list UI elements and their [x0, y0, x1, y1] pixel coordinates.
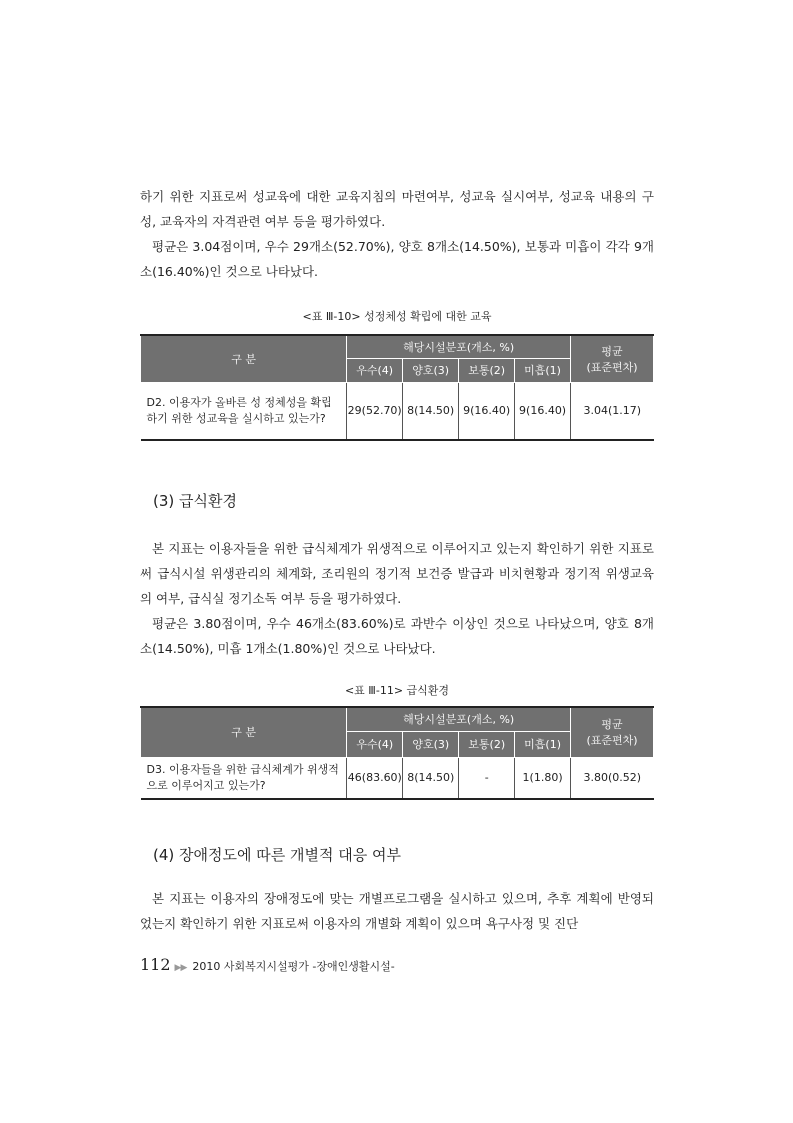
- table2: [140, 706, 654, 800]
- page-number: 112: [140, 955, 171, 974]
- table2-header-sd-label: (표준편차): [586, 734, 638, 748]
- section4-paragraph: [140, 886, 654, 936]
- table2-row-normal: -: [459, 757, 515, 799]
- table1-row-good: 8(14.50): [403, 382, 459, 440]
- table1-col-excellent: 우수(4): [347, 358, 403, 382]
- intro-paragraph: [140, 184, 654, 284]
- arrow-icon: ▶▶: [174, 963, 187, 973]
- table-row: [141, 382, 654, 440]
- table1-row-excellent: 29(52.70): [347, 382, 403, 440]
- table2-col-poor: 미흡(1): [515, 731, 571, 757]
- table2-caption: <표 Ⅲ-11> 급식환경: [344, 684, 450, 697]
- table1-col-normal: 보통(2): [459, 358, 515, 382]
- table2-row-excellent: 46(83.60): [347, 757, 403, 799]
- table2-row-item: D3. 이용자들을 위한 급식체계가 위생적으로 이루어지고 있는가?: [141, 757, 347, 799]
- table1-header-sd-label: (표준편차): [586, 360, 638, 374]
- table1-row-item: D2. 이용자가 올바른 성 정체성을 확립하기 위한 성교육을 실시하고 있는가?: [141, 382, 347, 440]
- table2-row-poor: 1(1.80): [515, 757, 571, 799]
- section3-paragraph: [140, 536, 654, 661]
- table1-header-group: 해당시설분포(개소, %): [347, 335, 571, 358]
- table2-col-good: 양호(3): [403, 731, 459, 757]
- table2-row-mean: 3.80(0.52): [571, 757, 654, 799]
- table2-header-mean-label: 평균: [601, 718, 623, 732]
- table2-row-good: 8(14.50): [403, 757, 459, 799]
- intro-line-1: 하기 위한 지표로써 성교육에 대한 교육지침의 마련여부, 성교육 실시여부, 성교육 내용의 구성, 교육자의 자격관련 여부 등을 평가하였다.: [140, 189, 654, 229]
- table2-col-normal: 보통(2): [459, 731, 515, 757]
- table1-header-mean-label: 평균: [601, 344, 623, 358]
- table1-caption: <표 Ⅲ-10> 성정체성 확립에 대한 교육: [302, 310, 492, 323]
- table2-col-excellent: 우수(4): [347, 731, 403, 757]
- intro-line-2: 평균은 3.04점이며, 우수 29개소(52.70%), 양호 8개소(14.50%), 보통과 미흡이 각각 9개소(16.40%)인 것으로 나타났다.: [140, 239, 654, 279]
- table1: [140, 334, 654, 441]
- section4-title: (4) 장애정도에 따른 개별적 대응 여부: [153, 846, 401, 864]
- footer-title: 2010 사회복지시설평가 -장애인생활시설-: [192, 960, 395, 973]
- table1-col-good: 양호(3): [403, 358, 459, 382]
- table-row: [141, 757, 654, 799]
- table1-row-mean: 3.04(1.17): [571, 382, 654, 440]
- table1-row-poor: 9(16.40): [515, 382, 571, 440]
- section3-para-1: 본 지표는 이용자들을 위한 급식체계가 위생적으로 이루어지고 있는지 확인하기 위한 지표로써 급식시설 위생관리의 체계화, 조리원의 정기적 보건증 발급과 비치현황과 정기적 위생교육의 여부, 급식실 정기소독 여부 등을 평가하였다.: [140, 541, 654, 606]
- table2-header-group: 해당시설분포(개소, %): [347, 707, 571, 731]
- table2-header-item: 구 분: [141, 707, 347, 757]
- table2-header-mean: [571, 707, 654, 757]
- section3-title: (3) 급식환경: [153, 492, 237, 510]
- table1-col-poor: 미흡(1): [515, 358, 571, 382]
- page-footer: [140, 955, 395, 974]
- table1-row-normal: 9(16.40): [459, 382, 515, 440]
- section4-para-1: 본 지표는 이용자의 장애정도에 맞는 개별프로그램을 실시하고 있으며, 추후 계획에 반영되었는지 확인하기 위한 지표로써 이용자의 개별화 계획이 있으며 욕구사정 및 진단: [140, 891, 654, 931]
- table1-header-mean: [571, 335, 654, 382]
- table1-header-item: 구 분: [141, 335, 347, 382]
- section3-para-2: 평균은 3.80점이며, 우수 46개소(83.60%)로 과반수 이상인 것으로 나타났으며, 양호 8개소(14.50%), 미흡 1개소(1.80%)인 것으로 나타났다.: [140, 616, 654, 656]
